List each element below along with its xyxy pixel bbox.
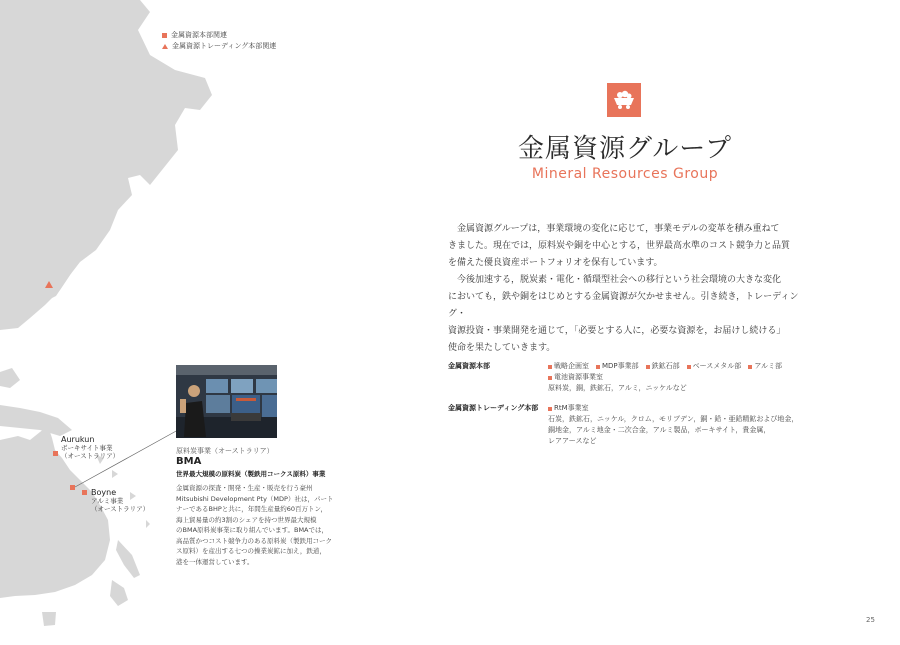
bullet-icon xyxy=(548,376,552,380)
department-products: 銅地金，アルミ地金・二次合金，アルミ製品，ボーキサイト，貴金属， xyxy=(548,426,771,434)
square-marker-bma xyxy=(70,485,75,490)
legend-label-1: 金属資源本部関連 xyxy=(171,31,227,39)
unit-item xyxy=(646,361,680,372)
unit-label: 電池資源事業室 xyxy=(554,373,603,381)
mine-cart-icon xyxy=(607,83,641,117)
bullet-icon xyxy=(596,365,600,369)
place-name: Aurukun xyxy=(61,435,95,444)
unit-label: RtM事業室 xyxy=(554,404,589,412)
islands-north xyxy=(0,368,20,388)
operations-photo xyxy=(176,365,277,438)
body-line: を備えた優良資産ポートフォリオを保有しています。 xyxy=(448,258,663,268)
bma-line: 金属資源の探査・開発・生産・販売を行う豪州 xyxy=(176,484,313,492)
unit-list xyxy=(548,403,818,414)
bma-line: Mitsubishi Development Pty（MDP）社は，パート xyxy=(176,494,334,503)
page-subtitle: Mineral Resources Group xyxy=(531,166,719,182)
place-desc: ボーキサイト事業 xyxy=(61,444,113,452)
body-line: 使命を果たしていきます。 xyxy=(448,343,556,353)
unit-item xyxy=(548,372,603,383)
unit-list xyxy=(548,361,818,383)
page-title: 金属資源グループ xyxy=(518,134,732,164)
department-info xyxy=(548,361,818,394)
tasmania xyxy=(42,612,56,626)
unit-item xyxy=(596,361,639,372)
bma-line: 海上貿易量の約3割のシェアを持つ世界最大規模 xyxy=(176,515,317,524)
unit-label: ベースメタル部 xyxy=(692,362,742,370)
intro-paragraph-2 xyxy=(448,272,804,357)
intro-text xyxy=(448,221,804,357)
bullet-icon xyxy=(646,365,650,369)
square-icon xyxy=(162,33,167,38)
place-label-boyne xyxy=(91,489,149,513)
department-name: 金属資源トレーディング本部 xyxy=(448,404,539,412)
square-marker-boyne xyxy=(82,490,87,495)
legend-row-metal-resources xyxy=(162,30,276,41)
unit-label: MDP事業部 xyxy=(602,362,639,370)
bma-headline: 世界最大規模の原料炭（製鉄用コークス原料）事業 xyxy=(176,470,326,478)
unit-label: アルミ部 xyxy=(754,362,783,370)
bullet-icon xyxy=(748,365,752,369)
new-zealand xyxy=(116,540,140,578)
department-products: 原料炭，銅，鉄鉱石，アルミ，ニッケルなど xyxy=(548,384,687,392)
unit-item xyxy=(748,361,782,372)
department-products: レアアースなど xyxy=(548,437,597,445)
body-line: 今後加速する，脱炭素・電化・循環型社会への移行という社会環境の大きな変化 xyxy=(457,275,782,285)
triangle-icon xyxy=(162,44,168,49)
bullet-icon xyxy=(548,365,552,369)
bullet-icon xyxy=(687,365,691,369)
map-legend xyxy=(162,30,276,52)
body-line: きました。現在では，原料炭や銅を中心とする，世界最高水準のコスト競争力と品質 xyxy=(448,241,791,251)
body-line: 資源投資・事業開発を通じて，「必要とする人に，必要な資源を，お届けし続ける」 xyxy=(448,326,786,336)
unit-item xyxy=(548,403,589,414)
department-metal-resources xyxy=(448,361,828,394)
bma-line: 高品質かつコスト競争力のある原料炭（製鉄用コーク xyxy=(176,536,332,545)
place-label-aurukun xyxy=(61,436,119,460)
place-name: Boyne xyxy=(91,488,117,497)
department-products: 石炭，鉄鉱石，ニッケル，クロム，モリブデン，銅・鉛・亜鉛精鉱および地金， xyxy=(548,415,799,423)
intro-paragraph-1 xyxy=(448,221,804,272)
department-info xyxy=(548,403,818,447)
legend-row-trading xyxy=(162,41,276,52)
unit-item xyxy=(687,361,742,372)
department-name: 金属資源本部 xyxy=(448,362,490,370)
bma-section xyxy=(176,446,336,567)
new-zealand-south xyxy=(110,580,128,606)
unit-label: 鉄鉱石部 xyxy=(651,362,680,370)
bma-category: 原料炭事業（オーストラリア） xyxy=(176,447,274,455)
unit-label: 戦略企画室 xyxy=(554,362,589,370)
legend-label-2: 金属資源トレーディング本部関連 xyxy=(172,42,277,50)
square-marker-aurukun xyxy=(53,451,58,456)
bma-name: BMA xyxy=(176,456,202,467)
bma-line: のBMA原料炭事業に取り組んでいます。BMAでは， xyxy=(176,526,329,534)
place-desc: アルミ事業 xyxy=(91,497,124,505)
place-country: （オーストラリア） xyxy=(91,505,150,513)
place-country: （オーストラリア） xyxy=(61,452,120,460)
body-line: 金属資源グループは，事業環境の変化に応じて，事業モデルの変革を積み重ねて xyxy=(457,224,780,234)
page-number: 25 xyxy=(866,616,875,624)
unit-item xyxy=(548,361,589,372)
bma-line: ナーであるBHPと共に，年間生産量約60百万トン， xyxy=(176,505,328,513)
bma-description xyxy=(176,483,336,567)
body-line: においても，鉄や銅をはじめとする金属資源が欠かせません。引き続き，トレーディング・ xyxy=(448,292,799,319)
new-guinea xyxy=(0,405,72,436)
department-trading xyxy=(448,403,828,447)
bullet-icon xyxy=(548,407,552,411)
bma-line: ス原料）を産出する七つの操業炭鉱に加え，鉄道， xyxy=(176,547,326,555)
bma-line: 港を一体運営しています。 xyxy=(176,557,254,566)
